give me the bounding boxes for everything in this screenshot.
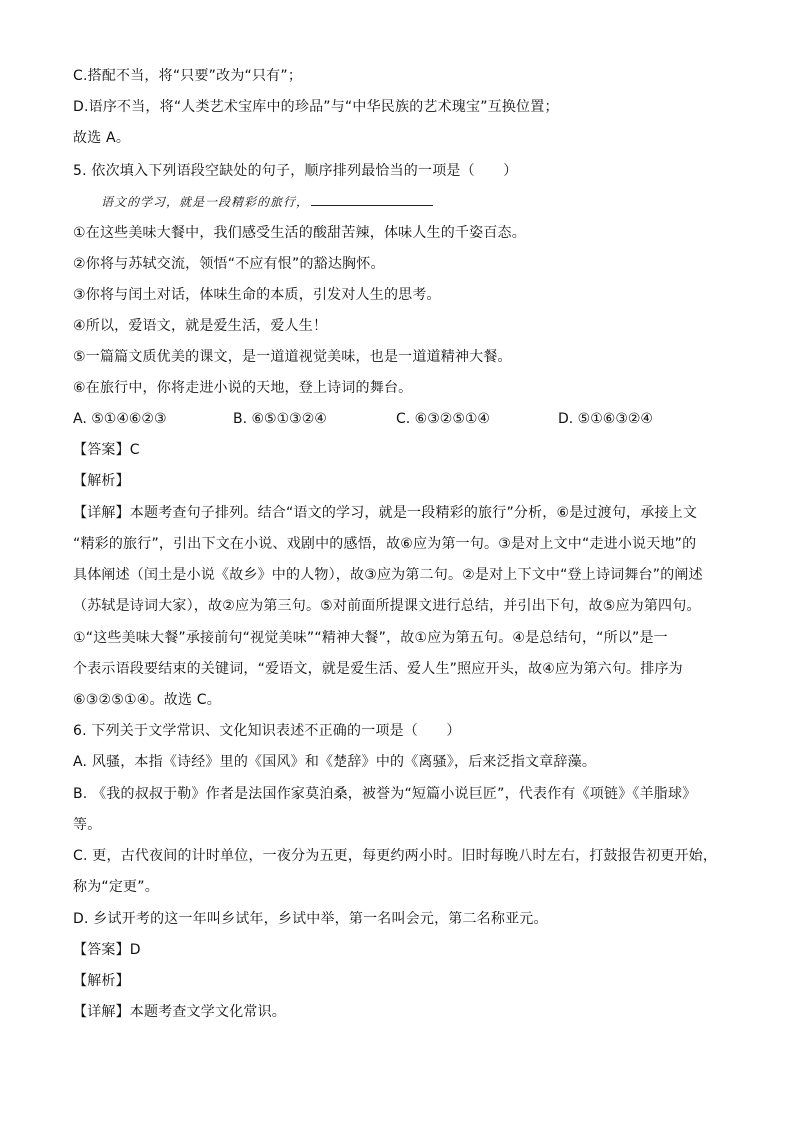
- question-5-detail-3: 具体阐述（闰土是小说《故乡》中的人物），故③应为第二句。②是对上下文中“登上诗词舞台”的阐述: [73, 567, 703, 583]
- question-6-option-a: A. 风骚，本指《诗经》里的《国风》和《楚辞》中的《离骚》，后来泛指文章辞藻。: [73, 754, 597, 770]
- question-6-detail-1: 【详解】本题考查文学文化常识。: [73, 1004, 286, 1020]
- question-6-answer: 【答案】D: [73, 942, 141, 958]
- sentence-3: ③你将与闰土对话，体味生命的本质，引发对人生的思考。: [73, 287, 441, 303]
- question-5-detail-6: 个表示语段要结束的关键词，“爱语文，就是爱生活、爱人生”照应开头，故④应为第六句。排序为: [73, 661, 683, 677]
- sentence-5: ⑤一篇篇文质优美的课文，是一道道视觉美味，也是一道道精神大餐。: [73, 349, 512, 365]
- question-6-option-d: D. 乡试开考的这一年叫乡试年，乡试中举，第一名叫会元，第二名称亚元。: [73, 911, 548, 927]
- question-5-analysis-heading: 【解析】: [73, 473, 130, 489]
- question-6-option-c: C. 更，古代夜间的计时单位，一夜分为五更，每更约两小时。旧时每晚八时左右，打鼓报告初更开始，: [73, 848, 718, 864]
- option-d: D. ⑤①⑥③②④: [558, 411, 653, 427]
- question-5-detail-2: “精彩的旅行”，引出下文在小说、戏剧中的感悟，故⑥应为第一句。③是对上文中“走进小说天地”的: [73, 536, 697, 552]
- question-6-stem: 6. 下列关于文学常识、文化知识表述不正确的一项是（ ）: [73, 723, 461, 739]
- question-6-option-c-cont: 称为“定更”。: [73, 879, 159, 895]
- question-5-detail-7: ⑥③②⑤①④。故选 C。: [73, 692, 221, 708]
- prompt-text: 语文的学习，就是一段精彩的旅行，: [101, 195, 310, 209]
- question-6-option-b: B. 《我的叔叔于勒》作者是法国作家莫泊桑，被誉为“短篇小说巨匠”，代表作有《项链》《羊脂球》: [73, 786, 697, 802]
- answer-explanation-d: D.语序不当，将“人类艺术宝库中的珍品”与“中华民族的艺术瑰宝”互换位置；: [73, 99, 559, 115]
- answer-explanation-c: C.搭配不当，将“只要”改为“只有”；: [73, 68, 303, 84]
- question-5-stem: 5. 依次填入下列语段空缺处的句子，顺序排列最恰当的一项是（ ）: [73, 163, 518, 179]
- question-6-analysis-heading: 【解析】: [73, 973, 130, 989]
- sentence-6: ⑥在旅行中，你将走进小说的天地，登上诗词的舞台。: [73, 380, 413, 396]
- question-5-detail-5: ①“这些美味大餐”承接前句“视觉美味”“精神大餐”，故①应为第五句。④是总结句，“所以”是一: [73, 630, 668, 646]
- question-6-option-b-cont: 等。: [73, 817, 102, 833]
- question-5-detail-1: 【详解】本题考查句子排列。结合“语文的学习，就是一段精彩的旅行”分析，⑥是过渡句，承接上文: [73, 505, 698, 521]
- option-b: B. ⑥⑤①③②④: [233, 411, 327, 427]
- question-5-prompt: [101, 193, 433, 210]
- option-a: A. ⑤①④⑥②③: [73, 411, 167, 427]
- question-5-detail-4: （苏轼是诗词大家），故②应为第三句。⑤对前面所提课文进行总结，并引出下句，故⑤应为第四句。: [73, 598, 701, 614]
- question-5-answer: 【答案】C: [73, 442, 140, 458]
- sentence-1: ①在这些美味大餐中，我们感受生活的酸甜苦辣，体味人生的千姿百态。: [73, 225, 526, 241]
- sentence-4: ④所以，爱语文，就是爱生活，爱人生！: [73, 318, 328, 334]
- option-c: C. ⑥③②⑤①④: [396, 411, 490, 427]
- fill-blank: [311, 193, 433, 206]
- answer-choice-line: 故选 A。: [73, 130, 131, 146]
- sentence-2: ②你将与苏轼交流，领悟“不应有恨”的豁达胸怀。: [73, 256, 385, 272]
